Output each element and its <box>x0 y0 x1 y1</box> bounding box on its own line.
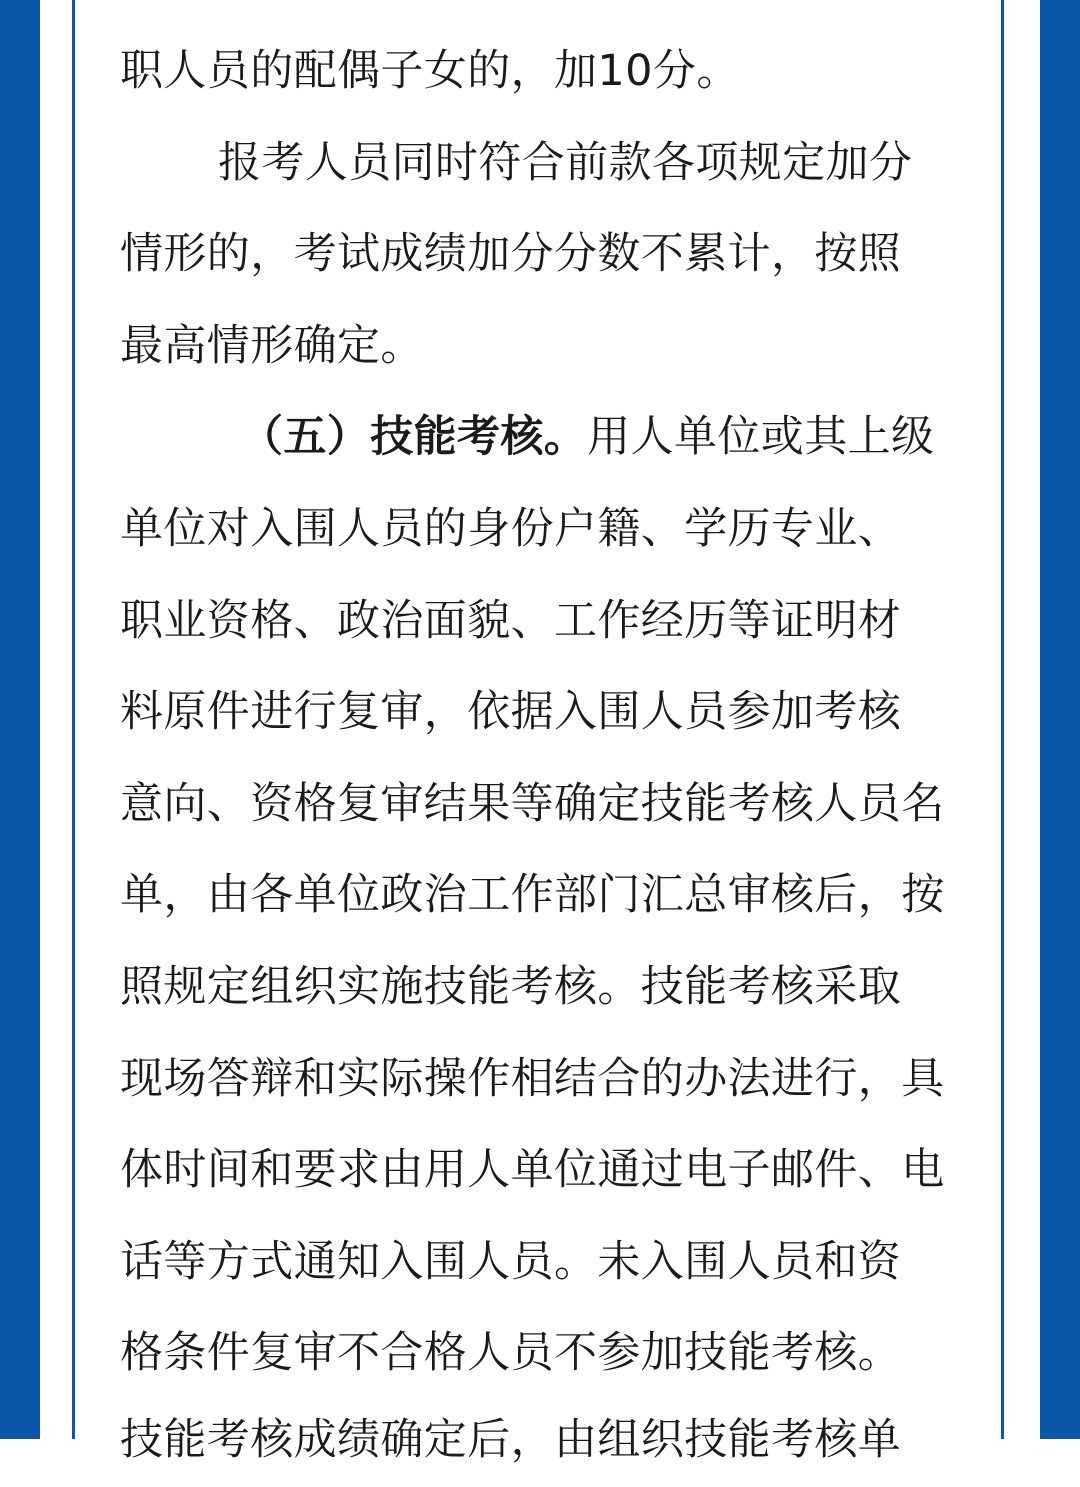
text-line: 最高情形确定。 <box>120 320 424 371</box>
text-line: 报考人员同时符合前款各项规定加分 <box>218 137 913 188</box>
text-line: 意向、资格复审结果等确定技能考核人员名 <box>120 778 945 829</box>
text-line: 照规定组织实施技能考核。技能考核采取 <box>120 961 902 1012</box>
section-text: 用人单位或其上级 <box>587 412 935 463</box>
text-line: 格条件复审不合格人员不参加技能考核。 <box>120 1328 902 1379</box>
text-line: 情形的，考试成绩加分分数不累计，按照 <box>120 229 902 280</box>
text-line: 单位对入围人员的身份户籍、学历专业、 <box>120 503 902 554</box>
text-line: 话等方式通知入围人员。未入围人员和资 <box>120 1236 902 1287</box>
left-frame-line <box>72 0 75 1439</box>
text-line: 现场答辩和实际操作相结合的办法进行，具 <box>120 1053 945 1104</box>
section-line <box>120 392 970 484</box>
left-frame-stripe <box>0 0 40 1439</box>
text-line: 单，由各单位政治工作部门汇总审核后，按 <box>120 870 945 921</box>
section-heading: （五）技能考核。 <box>240 412 588 463</box>
text-line: 职业资格、政治面貌、工作经历等证明材 <box>120 595 902 646</box>
right-frame-line <box>1001 0 1004 1439</box>
document-body <box>120 0 970 1487</box>
text-line-partial: 技能考核成绩确定后，由组织技能考核单 <box>120 1414 902 1465</box>
text-line: 体时间和要求由用人单位通过电子邮件、电 <box>120 1145 945 1196</box>
text-line: 料原件进行复审，依据入围人员参加考核 <box>120 687 902 738</box>
right-frame-stripe <box>1040 0 1080 1439</box>
text-line: 职人员的配偶子女的，加10分。 <box>120 46 740 96</box>
